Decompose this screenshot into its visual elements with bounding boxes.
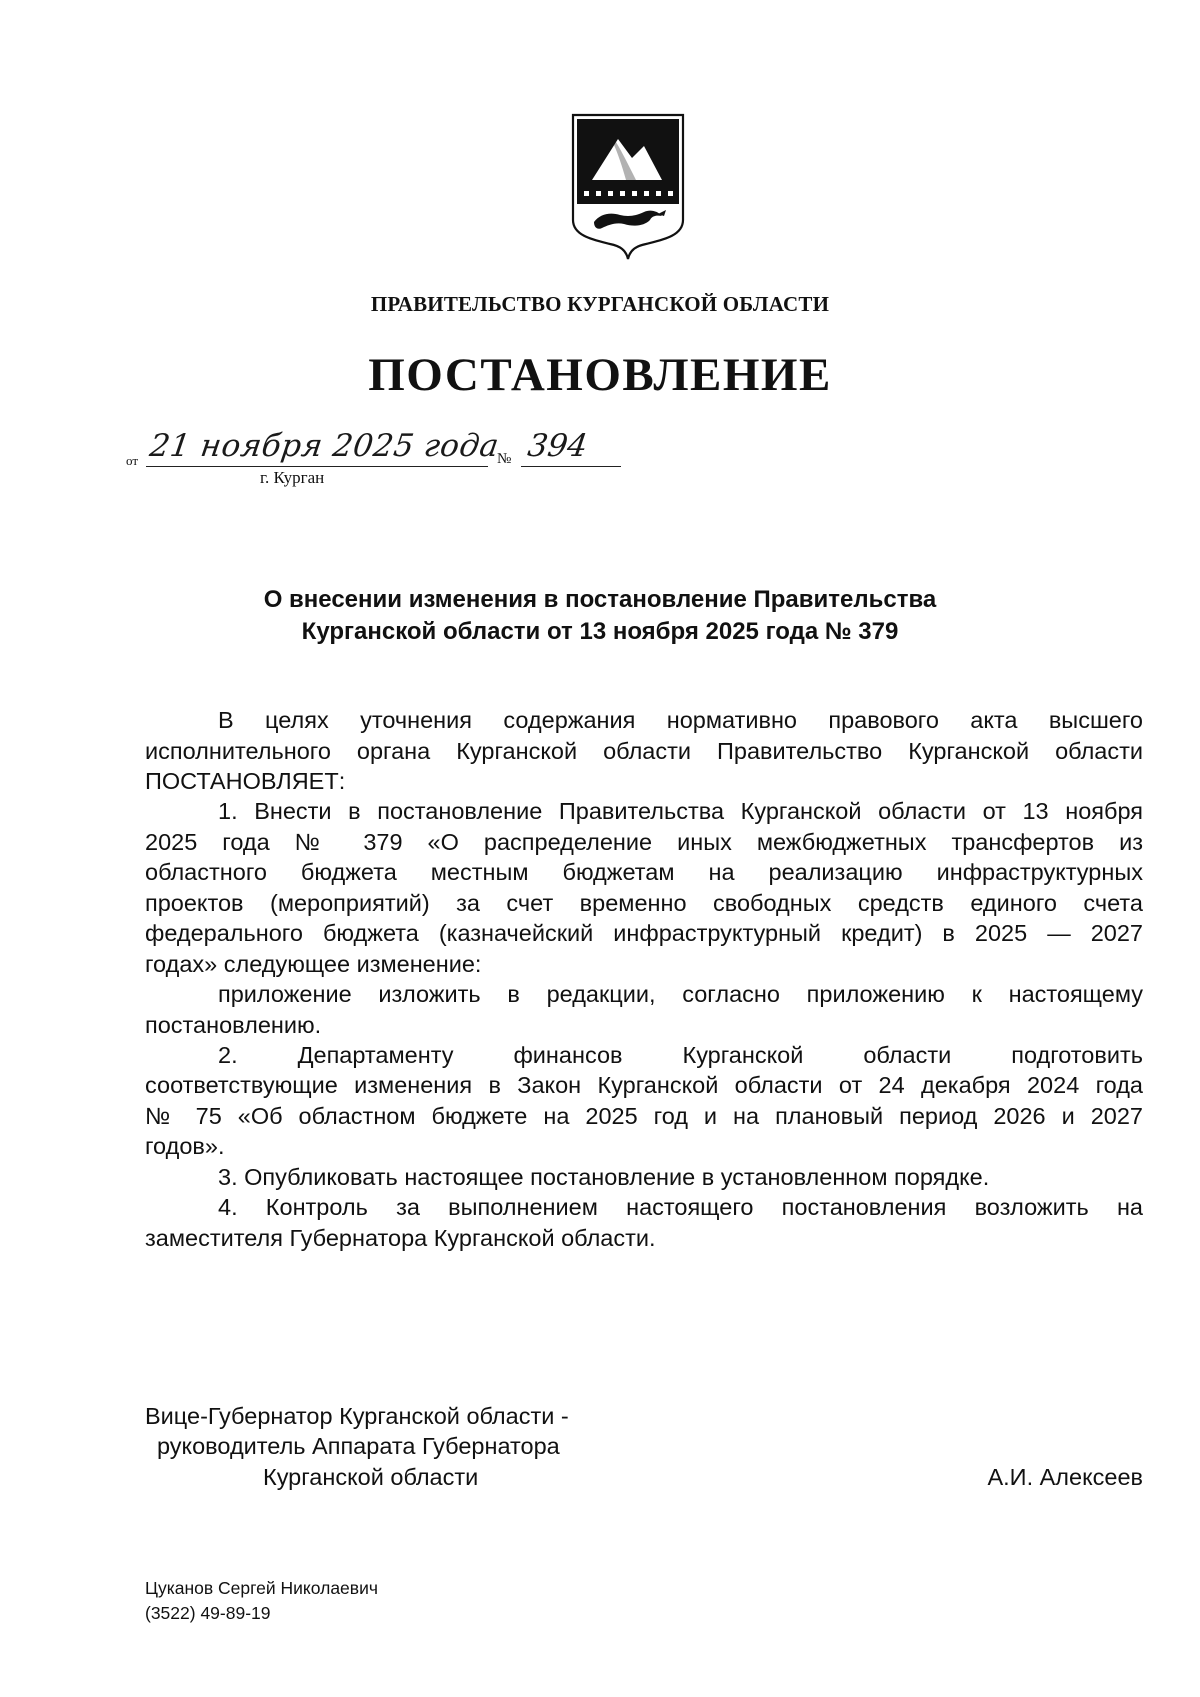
body-line: ПОСТАНОВЛЯЕТ: — [145, 768, 346, 794]
body-line: 1. Внести в постановление Правительства Курганской области от 13 ноября — [218, 798, 1143, 824]
title-line: О внесении изменения в постановление Правительства — [263, 586, 937, 613]
body-line: областного бюджета местным бюджетам на реализацию инфраструктурных — [145, 859, 1143, 885]
handwritten-date: 21 ноября 2025 года — [147, 428, 502, 464]
body-line: 4. Контроль за выполнением настоящего постановления возложить на — [218, 1194, 1143, 1220]
title-line: Курганской области от 13 ноября 2025 года № 379 — [301, 618, 899, 645]
signatory-position-line: Курганской области — [263, 1464, 479, 1490]
body-line: 2025 года № 379 «О распределение иных межбюджетных трансфертов из — [145, 829, 1143, 855]
signatory-position-line: руководитель Аппарата Губернатора — [157, 1433, 560, 1459]
body-line: заместителя Губернатора Курганской области. — [145, 1225, 656, 1251]
signatory-position-line: Вице-Губернатор Курганской области - — [145, 1403, 569, 1429]
organization-name: ПРАВИТЕЛЬСТВО КУРГАНСКОЙ ОБЛАСТИ — [370, 292, 830, 316]
city-label: г. Курган — [260, 468, 325, 487]
body-line: соответствующие изменения в Закон Курганской области от 24 декабря 2024 года — [145, 1072, 1143, 1098]
body-line: постановлению. — [145, 1012, 322, 1038]
body-line: федерального бюджета (казначейский инфраструктурный кредит) в 2025 — 2027 — [145, 920, 1143, 946]
document-type-heading: ПОСТАНОВЛЕНИЕ — [368, 349, 832, 401]
body-line: В целях уточнения содержания нормативно правового акта высшего — [218, 707, 1143, 733]
handwritten-number: 394 — [525, 428, 590, 464]
body-line: 3. Опубликовать настоящее постановление в установленном порядке. — [218, 1164, 990, 1190]
body-line: проектов (мероприятий) за счет временно свободных средств единого счета — [145, 890, 1143, 916]
executor-phone: (3522) 49-89-19 — [145, 1603, 271, 1623]
number-sign-label: № — [497, 451, 512, 467]
body-line: исполнительного органа Курганской области Правительство Курганской области — [145, 738, 1143, 764]
body-line: приложение изложить в редакции, согласно приложению к настоящему — [218, 981, 1143, 1007]
body-line: 2. Департаменту финансов Курганской области подготовить — [218, 1042, 1143, 1068]
signatory-name: А.И. Алексеев — [987, 1464, 1143, 1490]
body-line: годах» следующее изменение: — [145, 951, 482, 977]
body-line: № 75 «Об областном бюджете на 2025 год и на плановый период 2026 и 2027 — [145, 1103, 1143, 1129]
date-prefix-label: от — [126, 453, 139, 468]
executor-name: Цуканов Сергей Николаевич — [145, 1578, 378, 1598]
body-line: годов». — [145, 1133, 225, 1159]
